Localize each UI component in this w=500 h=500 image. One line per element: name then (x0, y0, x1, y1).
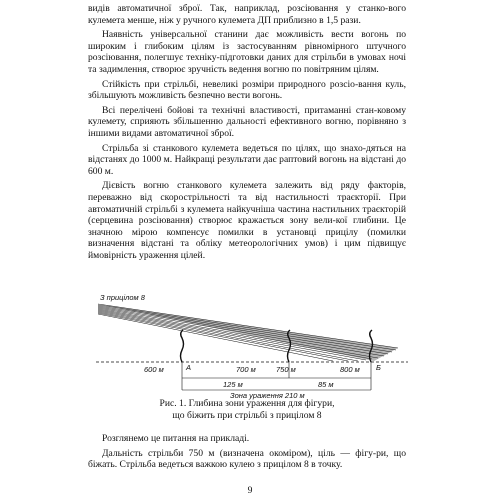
paragraph: Дальність стрільби 750 м (визначена окоміром), ціль — фігу-ри, що біжать. Стрільба ведеться важкою кулею з прицілом 8 в точку. (88, 447, 406, 471)
trajectory-figure (78, 292, 414, 400)
label-85: 85 м (318, 380, 334, 389)
paragraph: Стійкість при стрільбі, невеликі розміри природного розсіо-вання куль, збільшують можливість безпечно вести вогонь. (88, 78, 406, 102)
label-b: Б (376, 363, 381, 372)
figure-label-sight: З прицілом 8 (100, 293, 145, 302)
label-125: 125 м (223, 380, 243, 389)
paragraph: Розглянемо це питання на прикладі. (102, 433, 250, 444)
paragraph: видів автоматичної зброї. Так, наприклад, розсіювання у станко-вого кулемета менше, ніж у ручного кулемета ДП приблизно в 1,5 рази. (88, 3, 406, 26)
page-number: 9 (247, 485, 253, 496)
label-700: 700 м (236, 365, 256, 374)
paragraph: Наявність універсальної станини дає можливість вести вогонь по широким і глибоким цілям із застосуванням рівномірного штучного розсіювання, полегшує техніку-підготовки даних для стрільби в умовах ночі та задимлення, створює зручність ведення вогню по повітряним цілям. (88, 29, 406, 75)
caption-line: що біжить при стрільбі з прицілом 8 (172, 409, 322, 421)
body-text-after (88, 433, 406, 471)
figure-caption (88, 398, 406, 421)
label-600: 600 м (144, 365, 164, 374)
body-text (88, 3, 406, 261)
dispersion-core (98, 304, 398, 361)
label-zone: Зона ураження 210 м (230, 391, 305, 400)
paragraph: Дієвість вогню станкового кулемета залежить від ряду факторів, переважно від скорострільності та від настильності траєкторії. При автоматичній стрільбі з кулемета найкучніша частина настильних траєкторій (серцевина розсіювання) створює кражається зону вели-кої глибини. Це значною мірою компенсує помилки в установці прицілу (помилки визначення відстані та обліку метеорологічних умов) і цим підвищує ймовірність ураження цілей. (88, 180, 406, 261)
paragraph: Стрільба зі станкового кулемета ведеться по цілях, що знахо-дяться на відстанях до 1000 м. Найкращі результати дає раптовий вогонь на відстані до 600 м. (88, 142, 406, 177)
paragraph: Всі перелічені бойові та технічні властивості, притаманні стан-ковому кулемету, сприяють збільшенню дальності ефективного вогню, порівняно з іншими видами автоматичної зброї. (88, 104, 406, 139)
caption-line: Рис. 1. Глибина зони ураження для фігури, (159, 398, 335, 409)
label-800: 800 м (340, 365, 360, 374)
label-a: А (186, 363, 192, 372)
label-750: 750 м (276, 365, 296, 374)
target-figure-a (181, 330, 184, 362)
